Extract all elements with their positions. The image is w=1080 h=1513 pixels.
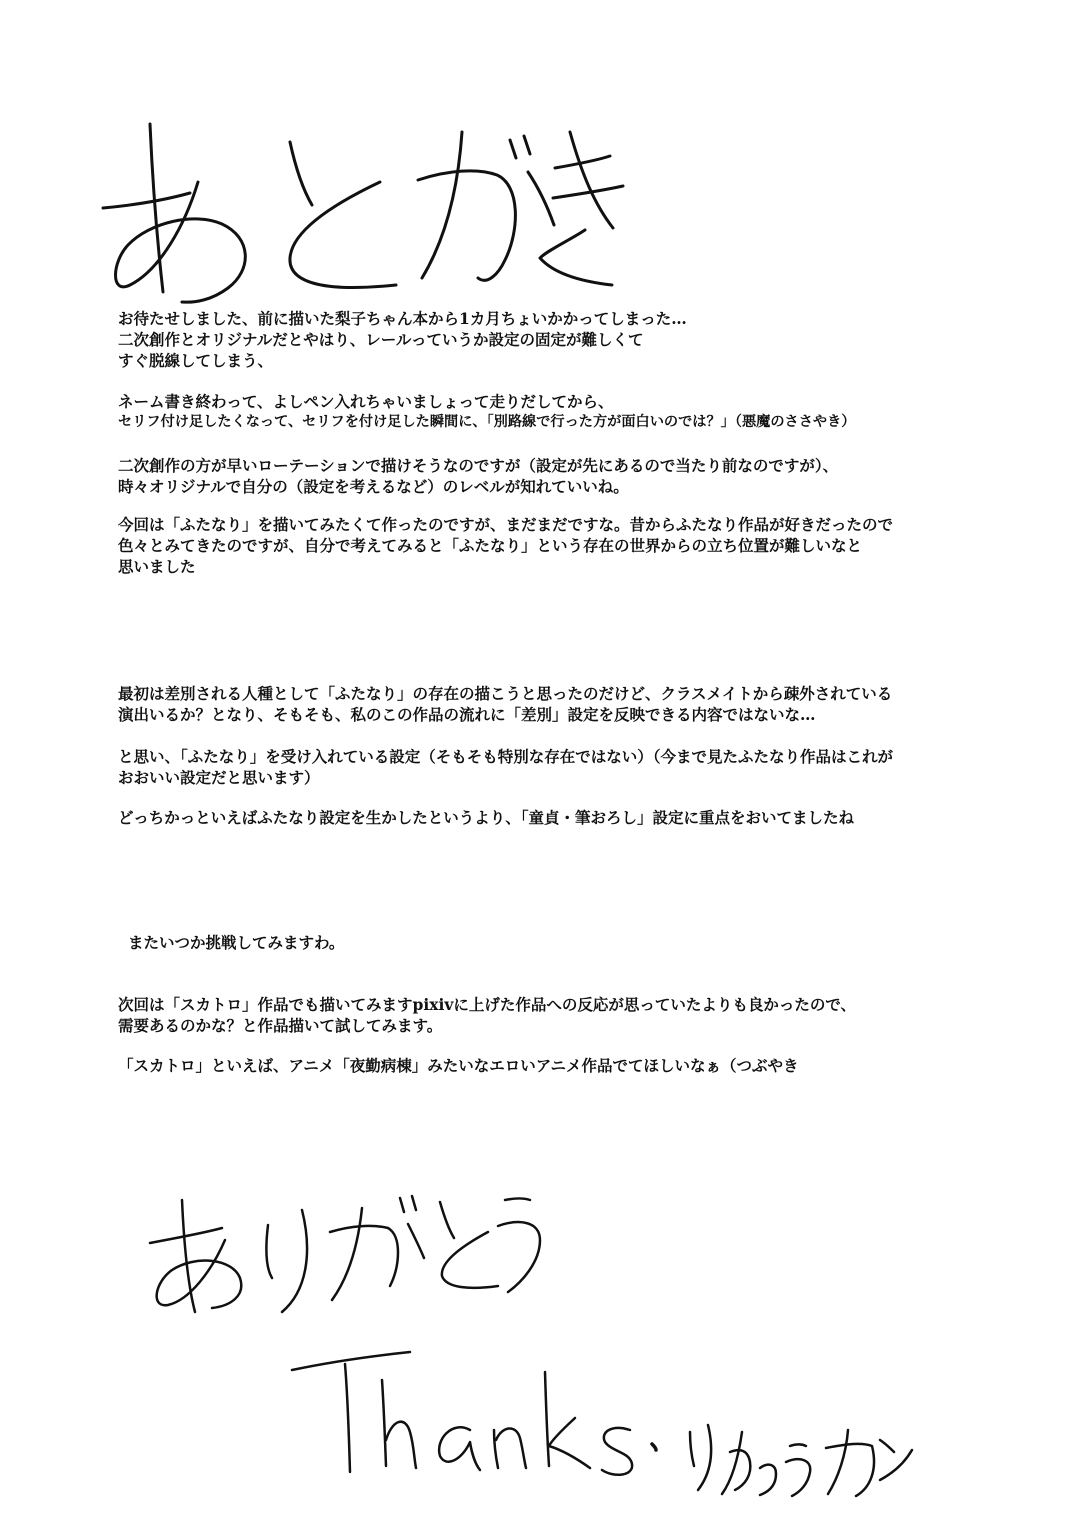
text-line: 演出いるか？となり、そもそも、私のこの作品の流れに「差別」設定を反映できる内容ではないな… bbox=[118, 705, 816, 724]
text-line: 今回は「ふたなり」を描いてみたくて作ったのですが、まだまだですな。昔からふたなり作品が好きだったので bbox=[118, 515, 894, 534]
text-line: 最初は差別される人種として「ふたなり」の存在の描こうと思ったのだけど、クラスメイトから疎外されている bbox=[118, 684, 893, 703]
text-line: お待たせしました、前に描いた梨子ちゃん本から1カ月ちょいかかってしまった… bbox=[118, 309, 687, 328]
paragraph-4 bbox=[118, 514, 893, 577]
text-line: 思いました bbox=[118, 557, 196, 576]
text-line: すぐ脱線してしまう、 bbox=[118, 351, 274, 370]
text-line: 二次創作とオリジナルだとやはり、レールっていうか設定の固定が難しくて bbox=[118, 330, 644, 349]
text-line: ネーム書き終わって、よしペン入れちゃいましょって走りだしてから、 bbox=[118, 392, 614, 411]
paragraph-3 bbox=[118, 455, 838, 497]
text-line: 二次創作の方が早いローテーションで描けそうなのですが（設定が先にあるので当たり前なのですが）、 bbox=[118, 456, 839, 475]
text-line: 時々オリジナルで自分の（設定を考えるなど）のレベルが知れていいね。 bbox=[118, 477, 629, 496]
text-line: と思い、「ふたなり」を受け入れている設定（そもそも特別な存在ではない）（今まで見たふたなり作品はこれが bbox=[118, 747, 894, 766]
text-line: 次回は「スカトロ」作品でも描いてみますpixivに上げた作品への反応が思っていたよりも良かったので、 bbox=[118, 995, 857, 1014]
paragraph-9 bbox=[118, 994, 856, 1036]
text-line: セリフ付け足したくなって、セリフを付け足した瞬間に、「別路線で行った方が面白いのでは？」（悪魔のささやき） bbox=[118, 414, 856, 430]
text-line: どっちかっといえばふたなり設定を生かしたというより、「童貞・筆おろし」設定に重点をおいてましたね bbox=[118, 808, 854, 827]
paragraph-8 bbox=[128, 932, 344, 953]
text-line: またいつか挑戦してみますわ。 bbox=[128, 933, 345, 952]
text-line: 色々とみてきたのですが、自分で考えてみると「ふたなり」という存在の世界からの立ち位置が難しいなと bbox=[118, 536, 863, 555]
paragraph-2 bbox=[118, 391, 855, 433]
paragraph-5 bbox=[118, 683, 892, 725]
paragraph-7 bbox=[118, 807, 854, 828]
paragraph-1 bbox=[118, 308, 687, 371]
paragraph-10 bbox=[118, 1055, 798, 1076]
text-line: 「スカトロ」といえば、アニメ「夜勤病棟」みたいなエロいアニメ作品でてほしいなぁ（つぶやき bbox=[118, 1056, 799, 1075]
text-line: 需要あるのかな？と作品描いて試してみます。 bbox=[118, 1016, 443, 1035]
paragraph-6 bbox=[118, 746, 893, 788]
text-line: おおいい設定だと思います） bbox=[118, 768, 320, 787]
